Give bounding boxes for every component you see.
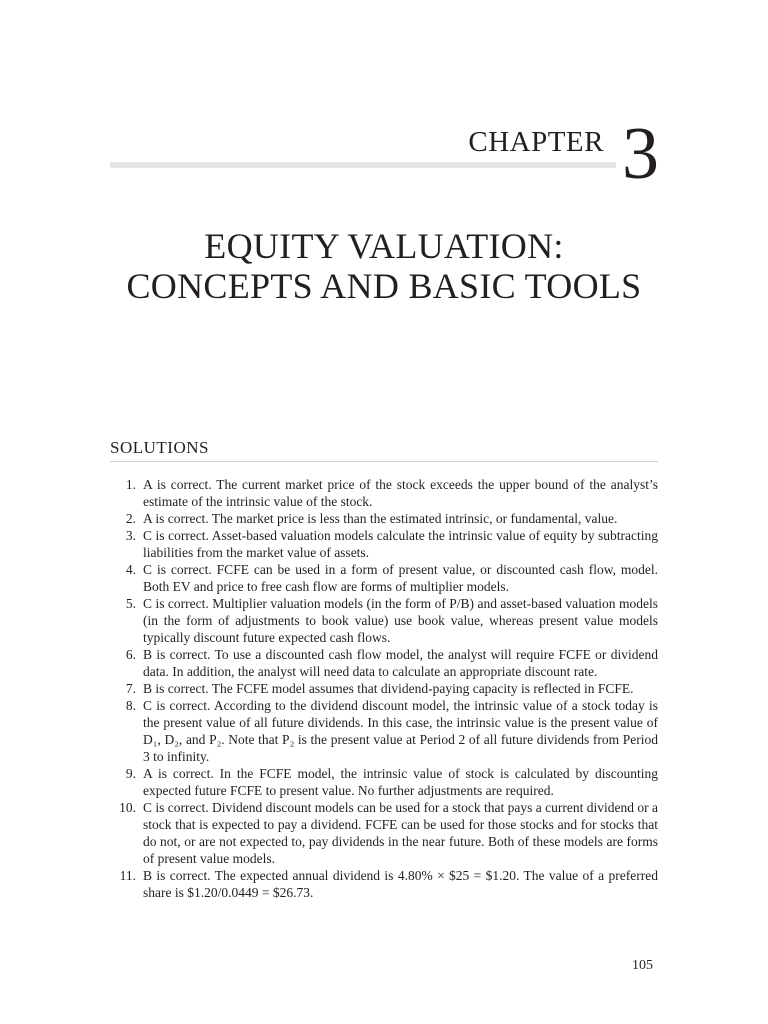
list-item: [110, 867, 658, 901]
list-item: [110, 510, 658, 527]
item-number: 4.: [125, 562, 136, 577]
item-text: A is correct. The market price is less than the estimated intrinsic, or fundamental, value.: [143, 511, 618, 526]
item-text: B is correct. To use a discounted cash flow model, the analyst will require FCFE or dividend data. In addition, the analyst will need data to calculate an appropriate discount rate.: [143, 647, 658, 679]
item-text: C is correct. Multiplier valuation models (in the form of P/B) and asset-based valuation models (in the form of adjustments to book value) use book value, whereas present value models typically discount future expected cash flows.: [143, 596, 658, 645]
chapter-title-line-2: CONCEPTS AND BASIC TOOLS: [126, 266, 642, 306]
section-heading: SOLUTIONS: [110, 438, 209, 457]
item-number: 1.: [125, 477, 136, 492]
list-item: [110, 646, 658, 680]
item-text: B is correct. The expected annual dividend is 4.80% × $25 = $1.20. The value of a preferred share is $1.20/0.0449 = $26.73.: [143, 868, 658, 900]
item-text: A is correct. The current market price of the stock exceeds the upper bound of the analyst’s estimate of the intrinsic value of the stock.: [143, 477, 658, 509]
item-number: 11.: [119, 868, 136, 883]
item-number: 2.: [125, 511, 136, 526]
item-number: 7.: [125, 681, 136, 696]
item-number: 5.: [125, 596, 136, 611]
item-number: 3.: [125, 528, 136, 543]
list-item: [110, 765, 658, 799]
chapter-title: [110, 226, 658, 306]
list-item: [110, 680, 658, 697]
solutions-list: [110, 476, 658, 901]
chapter-number: 3: [616, 117, 665, 191]
list-item: [110, 595, 658, 646]
list-item: [110, 476, 658, 510]
item-text: C is correct. FCFE can be used in a form of present value, or discounted cash flow, model. Both EV and price to free cash flow are forms of multiplier models.: [143, 562, 658, 594]
item-text: C is correct. According to the dividend discount model, the intrinsic value of a stock today is the present value of all future dividends. In this case, the intrinsic value is the present value of D₁, D₂, and P₂. Note that P₂ is the present value at Period 2 of all future dividends from Period 3 to infinity.: [143, 698, 658, 764]
item-text: C is correct. Dividend discount models can be used for a stock that pays a current dividend or a stock that is expected to pay a dividend. FCFE can be used for those stocks and for stocks that do not, or are not expected to, pay dividends in the near future. Both of these models are forms of present value models.: [143, 800, 658, 866]
chapter-rule: [110, 162, 658, 168]
item-number: 8.: [125, 698, 136, 713]
item-number: 9.: [125, 766, 136, 781]
item-text: A is correct. In the FCFE model, the intrinsic value of stock is calculated by discounting expected future FCFE to present value. No further adjustments are required.: [143, 766, 658, 798]
item-text: C is correct. Asset-based valuation models calculate the intrinsic value of equity by subtracting liabilities from the market value of assets.: [143, 528, 658, 560]
item-number: 10.: [119, 800, 136, 815]
section-rule: [110, 461, 658, 462]
list-item: [110, 697, 658, 765]
chapter-title-line-1: EQUITY VALUATION:: [204, 226, 564, 266]
list-item: [110, 561, 658, 595]
chapter-label: CHAPTER: [462, 128, 604, 157]
item-number: 6.: [125, 647, 136, 662]
page-number: 105: [632, 958, 653, 973]
list-item: [110, 799, 658, 867]
item-text: B is correct. The FCFE model assumes that dividend-paying capacity is reflected in FCFE.: [143, 681, 634, 696]
list-item: [110, 527, 658, 561]
